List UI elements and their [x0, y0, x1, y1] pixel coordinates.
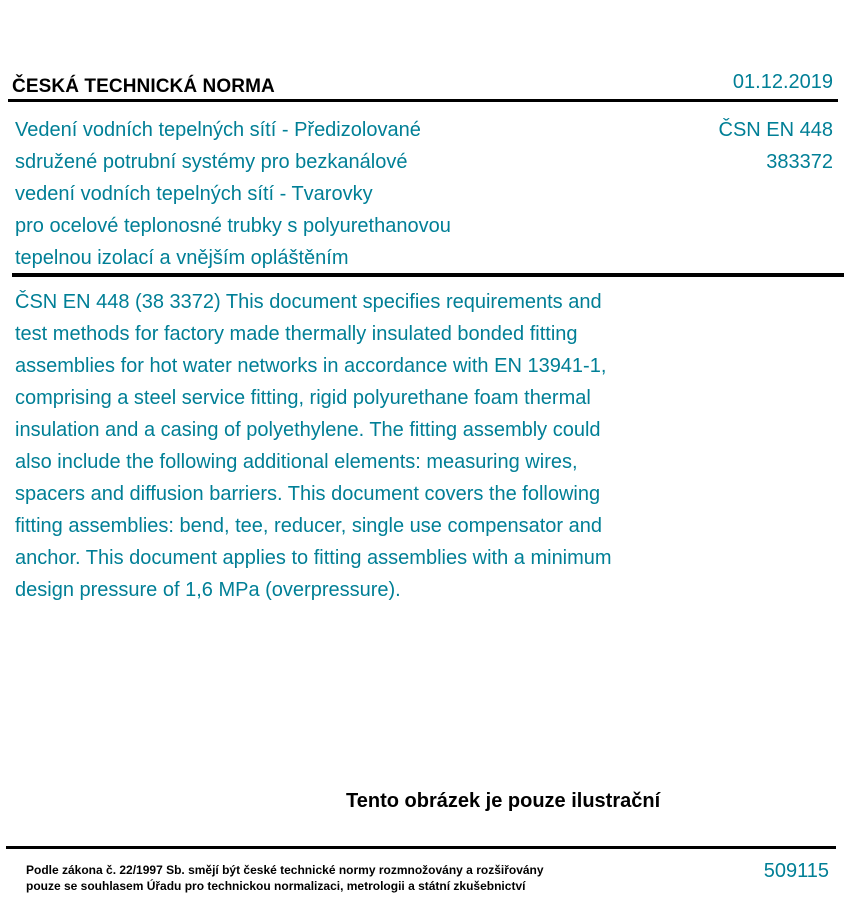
abstract-line: insulation and a casing of polyethylene. The fitting assembly could [15, 419, 601, 441]
classification-code: 383372 [766, 151, 833, 173]
standard-designation: ČSN EN 448 [718, 119, 833, 141]
abstract-line: also include the following additional elements: measuring wires, [15, 451, 578, 473]
footer-divider [6, 846, 836, 849]
abstract-line: design pressure of 1,6 MPa (overpressure). [15, 579, 401, 601]
header-divider [8, 99, 838, 102]
legal-notice [26, 862, 544, 894]
standard-title-line: Vedení vodních tepelných sítí - Předizolované [15, 119, 421, 141]
legal-notice-line: Podle zákona č. 22/1997 Sb. smějí být české technické normy rozmnožovány a rozšiřovány [26, 863, 544, 877]
abstract-line: assemblies for hot water networks in accordance with EN 13941-1, [15, 355, 607, 377]
abstract-line: spacers and diffusion barriers. This document covers the following [15, 483, 601, 505]
abstract-text [15, 286, 705, 606]
illustrative-notice: Tento obrázek je pouze ilustrační [346, 790, 661, 812]
document-number: 509115 [763, 860, 829, 882]
abstract-line: comprising a steel service fitting, rigid polyurethane foam thermal [15, 387, 591, 409]
standard-codes [719, 114, 834, 178]
document-type-heading: ČESKÁ TECHNICKÁ NORMA [12, 76, 275, 97]
abstract-line: fitting assemblies: bend, tee, reducer, single use compensator and [15, 515, 603, 537]
abstract-line: ČSN EN 448 (38 3372) This document specifies requirements and [15, 291, 602, 313]
standard-title-line: tepelnou izolací a vnějším opláštěním [15, 247, 349, 269]
abstract-line: anchor. This document applies to fitting assemblies with a minimum [15, 547, 612, 569]
title-divider [12, 273, 844, 277]
standard-title-line: vedení vodních tepelných sítí - Tvarovky [15, 183, 373, 205]
standard-title-line: sdružené potrubní systémy pro bezkanálové [15, 151, 408, 173]
standard-title-line: pro ocelové teplonosné trubky s polyurethanovou [15, 215, 451, 237]
legal-notice-line: pouze se souhlasem Úřadu pro technickou normalizaci, metrologii a státní zkušebnictví [26, 879, 526, 893]
standard-title [15, 114, 451, 274]
abstract-line: test methods for factory made thermally insulated bonded fitting [15, 323, 578, 345]
publication-date: 01.12.2019 [732, 71, 833, 93]
